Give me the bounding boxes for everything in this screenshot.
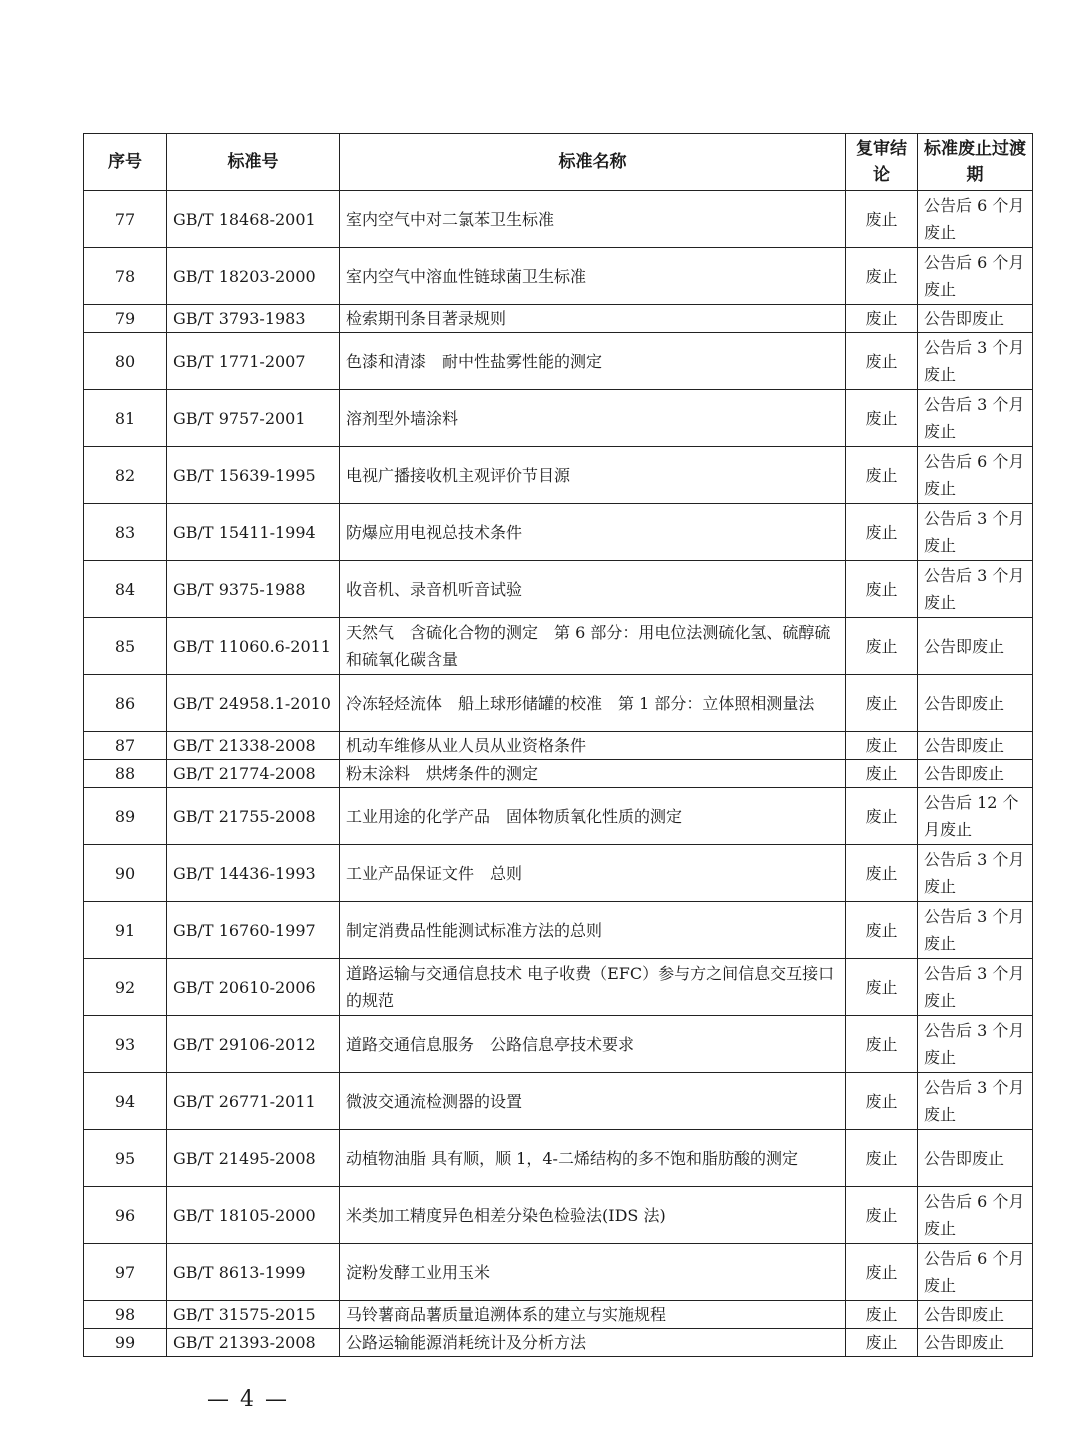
cell-transition-period-text: 公告后 3 个月废止 bbox=[924, 850, 1025, 896]
cell-transition-period bbox=[918, 191, 1033, 248]
table-row bbox=[84, 447, 1033, 504]
cell-transition-period bbox=[918, 760, 1033, 788]
cell-transition-period-text: 公告后 6 个月废止 bbox=[924, 452, 1025, 498]
header-name: 标准名称 bbox=[340, 134, 846, 191]
table-header bbox=[84, 134, 1033, 191]
cell-standard-name-text: 防爆应用电视总技术条件 bbox=[346, 522, 523, 542]
cell-transition-period bbox=[918, 902, 1033, 959]
cell-transition-period bbox=[918, 1301, 1033, 1329]
cell-standard-name bbox=[340, 760, 846, 788]
table-body bbox=[84, 191, 1033, 1357]
cell-standard-name bbox=[340, 675, 846, 732]
cell-seq bbox=[84, 504, 167, 561]
cell-transition-period-text: 公告后 12 个月废止 bbox=[924, 793, 1019, 839]
page-number: — 4 — bbox=[207, 1387, 289, 1412]
cell-seq bbox=[84, 959, 167, 1016]
cell-review-conclusion bbox=[846, 390, 918, 447]
cell-standard-code-text: GB/T 15639-1995 bbox=[173, 465, 316, 485]
table-row bbox=[84, 248, 1033, 305]
cell-seq-text: 90 bbox=[114, 863, 136, 883]
cell-standard-code-text: GB/T 26771-2011 bbox=[173, 1091, 316, 1111]
table-row bbox=[84, 504, 1033, 561]
cell-standard-name bbox=[340, 959, 846, 1016]
cell-standard-name-text: 淀粉发酵工业用玉米 bbox=[346, 1262, 491, 1282]
cell-review-conclusion bbox=[846, 1130, 918, 1187]
cell-seq-text: 79 bbox=[114, 309, 136, 328]
cell-standard-code-text: GB/T 11060.6-2011 bbox=[173, 636, 331, 656]
cell-standard-name bbox=[340, 902, 846, 959]
cell-standard-name-text: 室内空气中对二氯苯卫生标准 bbox=[346, 209, 555, 229]
cell-standard-name bbox=[340, 248, 846, 305]
cell-seq bbox=[84, 191, 167, 248]
cell-review-conclusion-text: 废止 bbox=[865, 209, 898, 229]
cell-review-conclusion-text: 废止 bbox=[865, 266, 898, 286]
cell-standard-code-text: GB/T 8613-1999 bbox=[173, 1262, 306, 1282]
cell-review-conclusion bbox=[846, 561, 918, 618]
cell-transition-period bbox=[918, 1187, 1033, 1244]
cell-standard-code bbox=[167, 1016, 340, 1073]
cell-transition-period-text: 公告后 3 个月废止 bbox=[924, 1021, 1025, 1067]
cell-transition-period-text: 公告后 3 个月废止 bbox=[924, 395, 1025, 441]
cell-seq bbox=[84, 1016, 167, 1073]
cell-seq-text: 77 bbox=[114, 209, 136, 229]
cell-seq-text: 81 bbox=[114, 408, 136, 428]
cell-review-conclusion bbox=[846, 845, 918, 902]
cell-transition-period-text: 公告即废止 bbox=[924, 1333, 1005, 1352]
cell-seq bbox=[84, 447, 167, 504]
cell-standard-name bbox=[340, 788, 846, 845]
cell-review-conclusion bbox=[846, 675, 918, 732]
cell-review-conclusion-text: 废止 bbox=[865, 1305, 898, 1324]
cell-seq-text: 99 bbox=[114, 1333, 136, 1352]
cell-standard-code bbox=[167, 1130, 340, 1187]
cell-standard-code bbox=[167, 732, 340, 760]
cell-transition-period-text: 公告即废止 bbox=[924, 1148, 1005, 1168]
cell-standard-name-text: 制定消费品性能测试标准方法的总则 bbox=[346, 920, 603, 940]
cell-standard-name bbox=[340, 1244, 846, 1301]
cell-standard-name-text: 检索期刊条目著录规则 bbox=[346, 309, 507, 328]
cell-seq bbox=[84, 1244, 167, 1301]
cell-transition-period bbox=[918, 248, 1033, 305]
cell-standard-name-text: 米类加工精度异色相差分染色检验法(IDS 法) bbox=[346, 1205, 666, 1225]
cell-standard-code-text: GB/T 18468-2001 bbox=[173, 209, 316, 229]
cell-standard-code bbox=[167, 1073, 340, 1130]
cell-transition-period bbox=[918, 1016, 1033, 1073]
cell-standard-name-text: 马铃薯商品薯质量追溯体系的建立与实施规程 bbox=[346, 1305, 667, 1324]
cell-review-conclusion bbox=[846, 447, 918, 504]
table-row bbox=[84, 845, 1033, 902]
cell-standard-code bbox=[167, 845, 340, 902]
cell-transition-period-text: 公告后 3 个月废止 bbox=[924, 907, 1025, 953]
cell-standard-name bbox=[340, 618, 846, 675]
cell-seq-text: 82 bbox=[114, 465, 136, 485]
cell-standard-code-text: GB/T 9375-1988 bbox=[173, 579, 306, 599]
header-row bbox=[84, 134, 1033, 191]
cell-standard-name-text: 工业产品保证文件 总则 bbox=[346, 863, 523, 883]
cell-standard-name bbox=[340, 504, 846, 561]
cell-seq-text: 91 bbox=[114, 920, 136, 940]
cell-seq-text: 93 bbox=[114, 1034, 136, 1054]
cell-standard-name-text: 色漆和清漆 耐中性盐雾性能的测定 bbox=[346, 351, 603, 371]
cell-seq-text: 92 bbox=[114, 977, 136, 997]
cell-seq-text: 89 bbox=[114, 806, 136, 826]
table-row bbox=[84, 1016, 1033, 1073]
cell-seq bbox=[84, 1073, 167, 1130]
cell-seq bbox=[84, 1187, 167, 1244]
cell-transition-period-text: 公告后 3 个月废止 bbox=[924, 338, 1025, 384]
cell-review-conclusion-text: 废止 bbox=[865, 1091, 898, 1111]
cell-review-conclusion-text: 废止 bbox=[865, 522, 898, 542]
cell-transition-period bbox=[918, 390, 1033, 447]
cell-review-conclusion bbox=[846, 1329, 918, 1357]
cell-review-conclusion-text: 废止 bbox=[865, 1333, 898, 1352]
cell-standard-code bbox=[167, 1329, 340, 1357]
table-row bbox=[84, 1329, 1033, 1357]
cell-review-conclusion bbox=[846, 732, 918, 760]
cell-standard-code bbox=[167, 1301, 340, 1329]
cell-review-conclusion-text: 废止 bbox=[865, 1034, 898, 1054]
cell-review-conclusion bbox=[846, 760, 918, 788]
cell-transition-period bbox=[918, 675, 1033, 732]
cell-standard-name bbox=[340, 561, 846, 618]
header-conclusion: 复审结论 bbox=[846, 134, 918, 191]
cell-standard-code bbox=[167, 959, 340, 1016]
table-row bbox=[84, 788, 1033, 845]
header-code: 标准号 bbox=[167, 134, 340, 191]
cell-standard-name bbox=[340, 1130, 846, 1187]
cell-standard-code-text: GB/T 1771-2007 bbox=[173, 351, 306, 371]
cell-standard-code-text: GB/T 21393-2008 bbox=[173, 1333, 316, 1352]
cell-review-conclusion-text: 废止 bbox=[865, 465, 898, 485]
cell-standard-code-text: GB/T 18203-2000 bbox=[173, 266, 316, 286]
cell-transition-period-text: 公告后 6 个月废止 bbox=[924, 1192, 1025, 1238]
cell-transition-period-text: 公告后 3 个月废止 bbox=[924, 1078, 1025, 1124]
cell-transition-period-text: 公告后 3 个月废止 bbox=[924, 964, 1025, 1010]
cell-standard-code bbox=[167, 305, 340, 333]
cell-transition-period-text: 公告后 6 个月废止 bbox=[924, 1249, 1025, 1295]
cell-standard-name bbox=[340, 1329, 846, 1357]
cell-transition-period bbox=[918, 447, 1033, 504]
cell-seq-text: 85 bbox=[114, 636, 136, 656]
cell-transition-period-text: 公告即废止 bbox=[924, 1305, 1005, 1324]
cell-review-conclusion-text: 废止 bbox=[865, 1262, 898, 1282]
cell-transition-period-text: 公告后 3 个月废止 bbox=[924, 566, 1025, 612]
cell-standard-name-text: 室内空气中溶血性链球菌卫生标准 bbox=[346, 266, 587, 286]
table-row bbox=[84, 191, 1033, 248]
cell-transition-period bbox=[918, 732, 1033, 760]
cell-standard-code-text: GB/T 24958.1-2010 bbox=[173, 693, 331, 713]
cell-standard-name bbox=[340, 1301, 846, 1329]
cell-review-conclusion bbox=[846, 248, 918, 305]
cell-standard-code-text: GB/T 9757-2001 bbox=[173, 408, 306, 428]
cell-transition-period bbox=[918, 788, 1033, 845]
cell-standard-name-text: 冷冻轻烃流体 船上球形储罐的校准 第 1 部分：立体照相测量法 bbox=[346, 693, 815, 713]
cell-review-conclusion bbox=[846, 1187, 918, 1244]
cell-seq-text: 84 bbox=[114, 579, 136, 599]
cell-seq bbox=[84, 902, 167, 959]
cell-review-conclusion-text: 废止 bbox=[865, 977, 898, 997]
table-row bbox=[84, 1244, 1033, 1301]
cell-transition-period-text: 公告即废止 bbox=[924, 309, 1005, 328]
cell-standard-name-text: 微波交通流检测器的设置 bbox=[346, 1091, 523, 1111]
cell-standard-name-text: 公路运输能源消耗统计及分析方法 bbox=[346, 1333, 587, 1352]
cell-transition-period-text: 公告即废止 bbox=[924, 736, 1005, 755]
cell-standard-code bbox=[167, 618, 340, 675]
cell-seq bbox=[84, 390, 167, 447]
cell-standard-code-text: GB/T 21338-2008 bbox=[173, 736, 316, 755]
cell-review-conclusion bbox=[846, 1244, 918, 1301]
cell-standard-name-text: 道路交通信息服务 公路信息亭技术要求 bbox=[346, 1034, 635, 1054]
standards-table bbox=[83, 133, 1033, 1357]
cell-seq-text: 87 bbox=[114, 736, 136, 755]
cell-standard-name bbox=[340, 1073, 846, 1130]
cell-review-conclusion bbox=[846, 504, 918, 561]
cell-review-conclusion-text: 废止 bbox=[865, 693, 898, 713]
cell-standard-code bbox=[167, 1187, 340, 1244]
cell-standard-name-text: 收音机、录音机听音试验 bbox=[346, 579, 523, 599]
cell-review-conclusion-text: 废止 bbox=[865, 863, 898, 883]
cell-standard-code-text: GB/T 3793-1983 bbox=[173, 309, 306, 328]
table-row bbox=[84, 1301, 1033, 1329]
cell-standard-code-text: GB/T 18105-2000 bbox=[173, 1205, 316, 1225]
cell-review-conclusion-text: 废止 bbox=[865, 736, 898, 755]
cell-standard-code bbox=[167, 902, 340, 959]
cell-review-conclusion-text: 废止 bbox=[865, 636, 898, 656]
cell-standard-code-text: GB/T 21755-2008 bbox=[173, 806, 316, 826]
cell-seq bbox=[84, 305, 167, 333]
cell-standard-code bbox=[167, 333, 340, 390]
cell-standard-code-text: GB/T 21774-2008 bbox=[173, 764, 316, 783]
cell-seq bbox=[84, 561, 167, 618]
cell-review-conclusion bbox=[846, 618, 918, 675]
cell-review-conclusion bbox=[846, 305, 918, 333]
cell-transition-period bbox=[918, 1130, 1033, 1187]
cell-seq-text: 80 bbox=[114, 351, 136, 371]
cell-review-conclusion bbox=[846, 959, 918, 1016]
cell-standard-name-text: 电视广播接收机主观评价节目源 bbox=[346, 465, 571, 485]
cell-standard-name bbox=[340, 1016, 846, 1073]
table-row bbox=[84, 1187, 1033, 1244]
cell-transition-period bbox=[918, 845, 1033, 902]
cell-seq-text: 86 bbox=[114, 693, 136, 713]
cell-review-conclusion-text: 废止 bbox=[865, 408, 898, 428]
cell-review-conclusion bbox=[846, 191, 918, 248]
cell-standard-name-text: 溶剂型外墙涂料 bbox=[346, 408, 459, 428]
cell-standard-code bbox=[167, 561, 340, 618]
table-row bbox=[84, 1130, 1033, 1187]
cell-standard-name-text: 动植物油脂 具有顺，顺 1，4-二烯结构的多不饱和脂肪酸的测定 bbox=[346, 1148, 798, 1168]
cell-transition-period-text: 公告即废止 bbox=[924, 764, 1005, 783]
cell-standard-name-text: 工业用途的化学产品 固体物质氧化性质的测定 bbox=[346, 806, 683, 826]
cell-transition-period bbox=[918, 561, 1033, 618]
cell-standard-code bbox=[167, 504, 340, 561]
cell-review-conclusion-text: 废止 bbox=[865, 351, 898, 371]
cell-standard-name bbox=[340, 845, 846, 902]
cell-review-conclusion bbox=[846, 1016, 918, 1073]
cell-standard-code-text: GB/T 29106-2012 bbox=[173, 1034, 316, 1054]
cell-seq-text: 78 bbox=[114, 266, 136, 286]
cell-transition-period-text: 公告后 6 个月废止 bbox=[924, 253, 1025, 299]
header-seq: 序号 bbox=[84, 134, 167, 191]
cell-standard-name bbox=[340, 1187, 846, 1244]
cell-transition-period bbox=[918, 1244, 1033, 1301]
cell-review-conclusion bbox=[846, 788, 918, 845]
cell-seq bbox=[84, 845, 167, 902]
cell-seq bbox=[84, 788, 167, 845]
table-row bbox=[84, 618, 1033, 675]
cell-seq bbox=[84, 618, 167, 675]
cell-standard-name bbox=[340, 732, 846, 760]
cell-review-conclusion bbox=[846, 1073, 918, 1130]
cell-standard-name bbox=[340, 191, 846, 248]
cell-transition-period bbox=[918, 1329, 1033, 1357]
cell-standard-code bbox=[167, 760, 340, 788]
cell-standard-name bbox=[340, 333, 846, 390]
cell-seq-text: 88 bbox=[114, 764, 136, 783]
cell-standard-name-text: 道路运输与交通信息技术 电子收费（EFC）参与方之间信息交互接口的规范 bbox=[346, 964, 835, 1010]
cell-standard-code-text: GB/T 16760-1997 bbox=[173, 920, 316, 940]
cell-review-conclusion-text: 废止 bbox=[865, 920, 898, 940]
cell-seq-text: 95 bbox=[114, 1148, 136, 1168]
cell-transition-period bbox=[918, 504, 1033, 561]
cell-standard-code-text: GB/T 14436-1993 bbox=[173, 863, 316, 883]
cell-seq bbox=[84, 1329, 167, 1357]
cell-seq bbox=[84, 1130, 167, 1187]
table-row bbox=[84, 333, 1033, 390]
cell-seq-text: 96 bbox=[114, 1205, 136, 1225]
table-row bbox=[84, 675, 1033, 732]
cell-standard-name-text: 粉末涂料 烘烤条件的测定 bbox=[346, 764, 539, 783]
cell-seq bbox=[84, 760, 167, 788]
cell-review-conclusion bbox=[846, 1301, 918, 1329]
cell-standard-code bbox=[167, 447, 340, 504]
table-row bbox=[84, 561, 1033, 618]
cell-seq-text: 94 bbox=[114, 1091, 136, 1111]
cell-transition-period-text: 公告后 3 个月废止 bbox=[924, 509, 1025, 555]
cell-transition-period-text: 公告后 6 个月废止 bbox=[924, 196, 1025, 242]
cell-transition-period bbox=[918, 959, 1033, 1016]
table-row bbox=[84, 390, 1033, 447]
cell-standard-name bbox=[340, 447, 846, 504]
cell-seq bbox=[84, 675, 167, 732]
cell-standard-code-text: GB/T 21495-2008 bbox=[173, 1148, 316, 1168]
table-row bbox=[84, 732, 1033, 760]
cell-review-conclusion bbox=[846, 902, 918, 959]
cell-standard-code bbox=[167, 191, 340, 248]
cell-transition-period bbox=[918, 333, 1033, 390]
cell-standard-code-text: GB/T 20610-2006 bbox=[173, 977, 316, 997]
cell-review-conclusion-text: 废止 bbox=[865, 1205, 898, 1225]
cell-standard-name bbox=[340, 305, 846, 333]
cell-standard-name-text: 机动车维修从业人员从业资格条件 bbox=[346, 736, 587, 755]
cell-standard-code bbox=[167, 788, 340, 845]
cell-standard-code bbox=[167, 675, 340, 732]
cell-seq-text: 83 bbox=[114, 522, 136, 542]
cell-review-conclusion-text: 废止 bbox=[865, 309, 898, 328]
cell-standard-code-text: GB/T 31575-2015 bbox=[173, 1305, 316, 1324]
cell-seq bbox=[84, 333, 167, 390]
cell-transition-period bbox=[918, 305, 1033, 333]
header-transition: 标准废止过渡期 bbox=[918, 134, 1033, 191]
cell-seq bbox=[84, 248, 167, 305]
cell-standard-name bbox=[340, 390, 846, 447]
cell-standard-code-text: GB/T 15411-1994 bbox=[173, 522, 316, 542]
table-row bbox=[84, 305, 1033, 333]
cell-transition-period bbox=[918, 618, 1033, 675]
cell-seq bbox=[84, 732, 167, 760]
cell-transition-period-text: 公告即废止 bbox=[924, 636, 1005, 656]
table-row bbox=[84, 959, 1033, 1016]
cell-review-conclusion-text: 废止 bbox=[865, 1148, 898, 1168]
cell-standard-code bbox=[167, 1244, 340, 1301]
cell-review-conclusion-text: 废止 bbox=[865, 764, 898, 783]
cell-review-conclusion bbox=[846, 333, 918, 390]
cell-standard-code bbox=[167, 248, 340, 305]
cell-standard-name-text: 天然气 含硫化合物的测定 第 6 部分：用电位法测硫化氢、硫醇硫和硫氧化碳含量 bbox=[346, 623, 831, 669]
table-row bbox=[84, 902, 1033, 959]
cell-seq-text: 98 bbox=[114, 1305, 136, 1324]
cell-review-conclusion-text: 废止 bbox=[865, 579, 898, 599]
cell-seq-text: 97 bbox=[114, 1262, 136, 1282]
cell-seq bbox=[84, 1301, 167, 1329]
table-row bbox=[84, 760, 1033, 788]
cell-standard-code bbox=[167, 390, 340, 447]
cell-transition-period bbox=[918, 1073, 1033, 1130]
cell-review-conclusion-text: 废止 bbox=[865, 806, 898, 826]
table-row bbox=[84, 1073, 1033, 1130]
cell-transition-period-text: 公告即废止 bbox=[924, 693, 1005, 713]
